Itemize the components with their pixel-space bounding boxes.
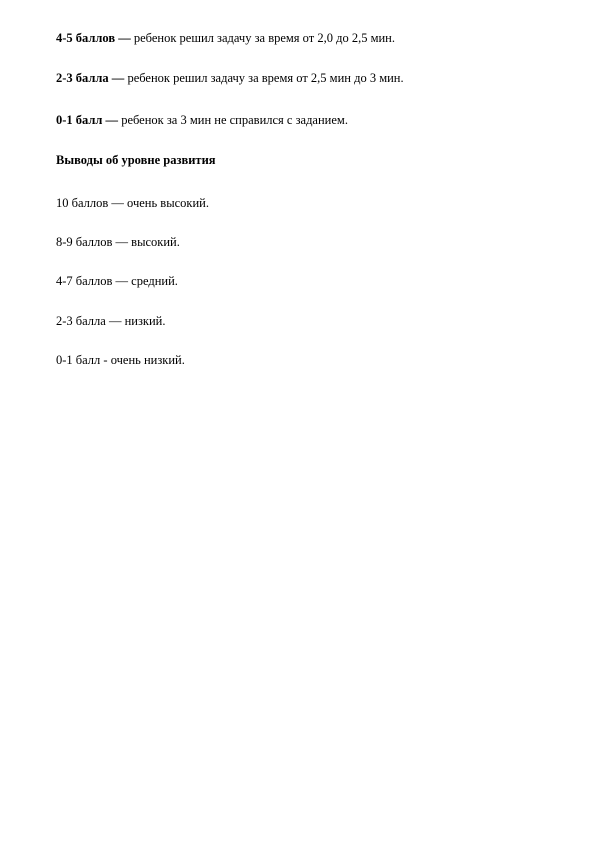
level-high: 8-9 баллов — высокий.	[56, 235, 180, 249]
score-line-4-5	[56, 30, 395, 46]
level-very-low: 0-1 балл - очень низкий.	[56, 353, 185, 367]
score-description: ребенок за 3 мин не справился с заданием.	[118, 113, 348, 127]
level-medium: 4-7 баллов — средний.	[56, 274, 178, 288]
score-range: 4-5 баллов —	[56, 31, 131, 45]
score-description: ребенок решил задачу за время от 2,0 до 2,5 мин.	[130, 31, 396, 45]
score-line-2-3	[56, 70, 404, 86]
score-description: ребенок решил задачу за время от 2,5 мин до 3 мин.	[124, 71, 404, 85]
score-range: 0-1 балл —	[56, 113, 119, 127]
level-very-high: 10 баллов — очень высокий.	[56, 196, 209, 210]
level-low: 2-3 балла — низкий.	[56, 314, 166, 328]
score-line-0-1	[56, 112, 348, 128]
conclusions-heading: Выводы об уровне развития	[56, 153, 216, 167]
score-range: 2-3 балла —	[56, 71, 125, 85]
